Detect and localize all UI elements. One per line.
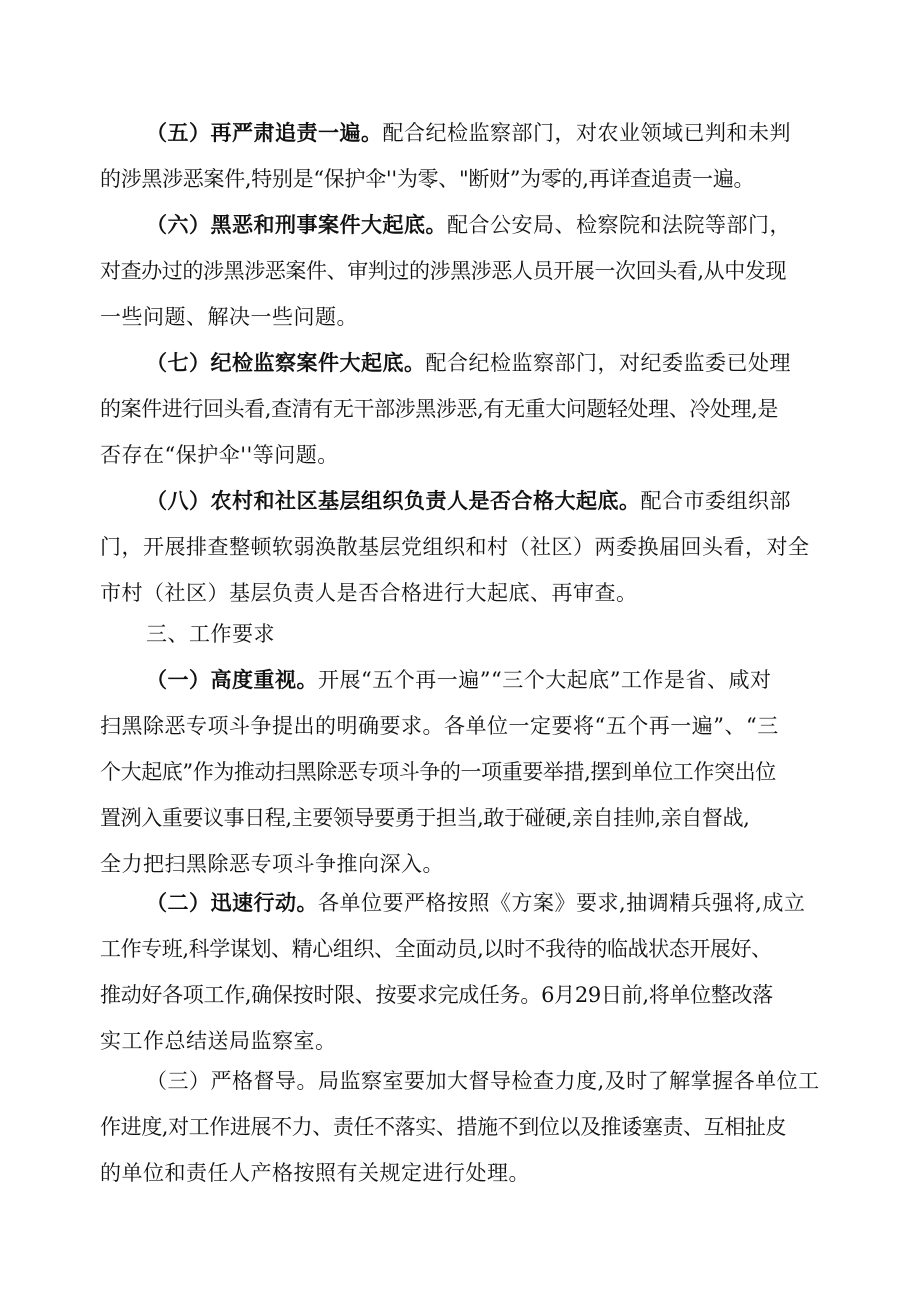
requirement-text: 个大起底”作为推动扫黑除恶专项斗争的一项重要举措,摆到单位工作突出位: [100, 760, 776, 784]
paragraph-title: （七）纪检监察案件大起底。: [146, 350, 426, 375]
requirement-text: 的单位和责任人产格按照有关规定进行处理。: [100, 1161, 530, 1185]
paragraph-title: （五）再严肃追责一遍。: [146, 120, 383, 145]
paragraph-text: 配合纪检监察部门，对纪委监委已处理: [425, 351, 791, 375]
requirement-title: （二）迅速行动。: [146, 890, 318, 915]
requirement-2: [100, 880, 832, 1064]
paragraph-text: 市村（社区）基层负责人是否合格进行大起底、再审查。: [100, 581, 638, 605]
paragraph-7: [100, 340, 832, 478]
requirement-title: （一）高度重视。: [146, 667, 318, 692]
requirement-1: [100, 657, 832, 887]
requirement-text: 开展“五个再一遍”“三个大起底”工作是省、咸对: [318, 668, 772, 692]
paragraph-text: 门，开展排查整顿软弱涣散基层党组织和村（社区）两委换届回头看，对全: [100, 535, 810, 559]
requirement-text: 实工作总结送局监察室。: [100, 1029, 337, 1053]
requirement-text: （三）严格督导。局监察室要加大督导检查力度,及时了解掌握各单位工: [146, 1069, 820, 1093]
requirement-text: 推动好各项工作,确保按时限、按要求完成任务。6月29日前,将单位整改落: [100, 983, 773, 1007]
requirement-text: 作进度,对工作进展不力、责任不落实、措施不到位以及推诿塞责、互相扯皮: [100, 1115, 787, 1139]
paragraph-text: 一些问题、解决一些问题。: [100, 305, 358, 329]
paragraph-8: [100, 478, 832, 616]
paragraph-text: 对查办过的涉黑涉恶案件、审判过的涉黑涉恶人员开展一次回头看,从中发现: [100, 259, 787, 283]
requirement-text: 工作专班,科学谋划、精心组织、全面动员,以时不我待的临战状态开展好、: [100, 937, 772, 961]
paragraph-title: （八）农村和社区基层组织负责人是否合格大起底。: [146, 488, 641, 513]
paragraph-text: 否存在“保护伞''等问题。: [100, 443, 339, 467]
paragraph-6: [100, 202, 832, 340]
paragraph-5: [100, 110, 832, 202]
paragraph-text: 的涉黑涉恶案件,特别是“保护伞''为零、"断财”为零的,再详查追责一遍。: [100, 167, 755, 191]
paragraph-text: 配合纪检监察部门，对农业领域已判和未判: [382, 121, 791, 145]
section-heading: 三、工作要求: [146, 622, 275, 646]
paragraph-text: 配合公安局、检察院和法院等部门，: [447, 213, 791, 237]
requirement-text: 全力把扫黑除恶专项斗争推向深入。: [100, 852, 444, 876]
requirement-text: 置洌入重要议事日程,主要领导要勇于担当,敢于碰硬,亲自挂帅,亲自督战,: [100, 806, 750, 830]
paragraph-title: （六）黑恶和刑事案件大起底。: [146, 212, 447, 237]
requirement-text: 扫黑除恶专项斗争提出的明确要求。各单位一定要将“五个再一遍”、“三: [100, 714, 779, 738]
paragraph-text: 的案件进行回头看,查清有无干部涉黑涉恶,有无重大问题轻处理、冷处理,是: [100, 397, 779, 421]
requirement-text: 各单位要严格按照《方案》要求,抽调精兵强将,成立: [318, 891, 806, 915]
requirement-3: [100, 1058, 832, 1196]
paragraph-text: 配合市委组织部: [640, 489, 791, 513]
